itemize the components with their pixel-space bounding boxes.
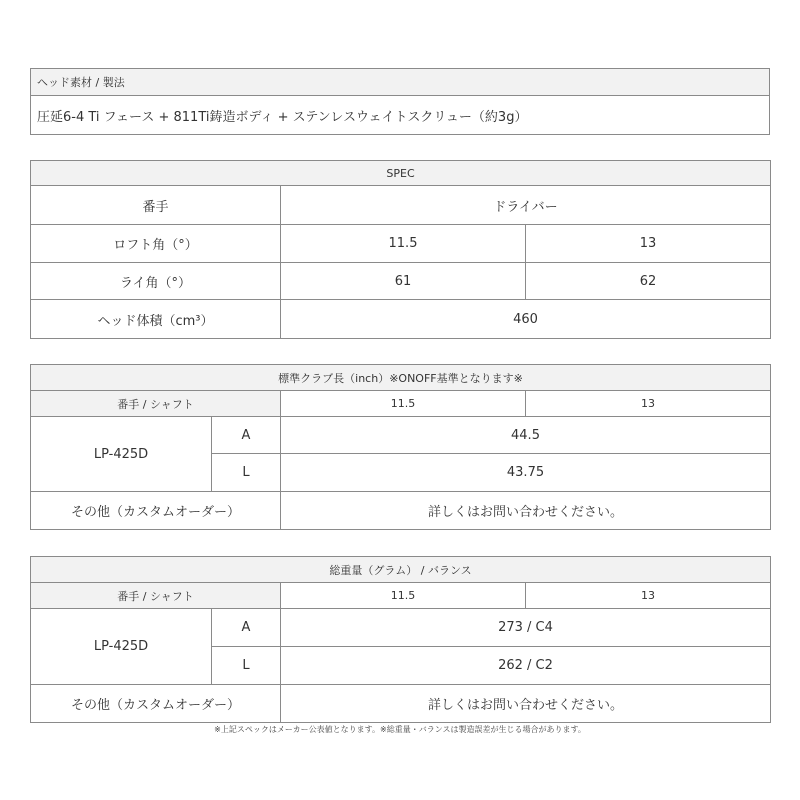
spec-cell: 11.5 xyxy=(281,225,526,263)
length-value: 43.75 xyxy=(281,454,771,492)
spec-row-label: 番手 xyxy=(31,186,281,225)
material-value xyxy=(31,96,769,134)
weight-header-value: 11.5 xyxy=(281,583,526,609)
weight-header-value: 13 xyxy=(526,583,771,609)
weight-table xyxy=(30,556,771,723)
spec-row-label: ロフト角（°） xyxy=(31,225,281,263)
length-value: 44.5 xyxy=(281,417,771,454)
spec-cell: 61 xyxy=(281,263,526,300)
footnote: ※上記スペックはメーカー公表値となります。※総重量・バランスは製造誤差が生じる場合があります。 xyxy=(214,725,586,734)
shaft-name: LP-425D xyxy=(31,609,212,685)
custom-order-label: その他（カスタムオーダー） xyxy=(31,492,281,530)
weight-value: 273 / C4 xyxy=(281,609,771,647)
spec-row-label: ライ角（°） xyxy=(31,263,281,300)
material-label: ヘッド素材 / 製法 xyxy=(37,76,125,89)
club-length-header-label: 番手 / シャフト xyxy=(31,391,281,417)
spec-row-label: ヘッド体積（cm³） xyxy=(31,300,281,339)
material-header xyxy=(31,69,769,96)
spec-table xyxy=(30,160,771,339)
custom-order-value: 詳しくはお問い合わせください。 xyxy=(281,492,771,530)
material-text: 圧延6-4 Ti フェース + 811Ti鋳造ボディ + ステンレスウェイトスクリュー（約3g） xyxy=(37,109,528,125)
flex-label: A xyxy=(212,417,281,454)
club-length-header-value: 11.5 xyxy=(281,391,526,417)
spec-cell: 460 xyxy=(281,300,771,339)
flex-label: L xyxy=(212,647,281,685)
flex-label: L xyxy=(212,454,281,492)
club-length-table xyxy=(30,364,771,530)
flex-label: A xyxy=(212,609,281,647)
custom-order-value: 詳しくはお問い合わせください。 xyxy=(281,685,771,723)
club-length-title: 標準クラブ長（inch）※ONOFF基準となります※ xyxy=(31,365,771,391)
weight-title: 総重量（グラム） / バランス xyxy=(31,557,771,583)
club-length-header-value: 13 xyxy=(526,391,771,417)
custom-order-label: その他（カスタムオーダー） xyxy=(31,685,281,723)
spec-cell: 62 xyxy=(526,263,771,300)
shaft-name: LP-425D xyxy=(31,417,212,492)
material-table xyxy=(30,68,770,135)
weight-value: 262 / C2 xyxy=(281,647,771,685)
spec-cell: ドライバー xyxy=(281,186,771,225)
spec-title: SPEC xyxy=(31,161,771,186)
spec-cell: 13 xyxy=(526,225,771,263)
weight-header-label: 番手 / シャフト xyxy=(31,583,281,609)
